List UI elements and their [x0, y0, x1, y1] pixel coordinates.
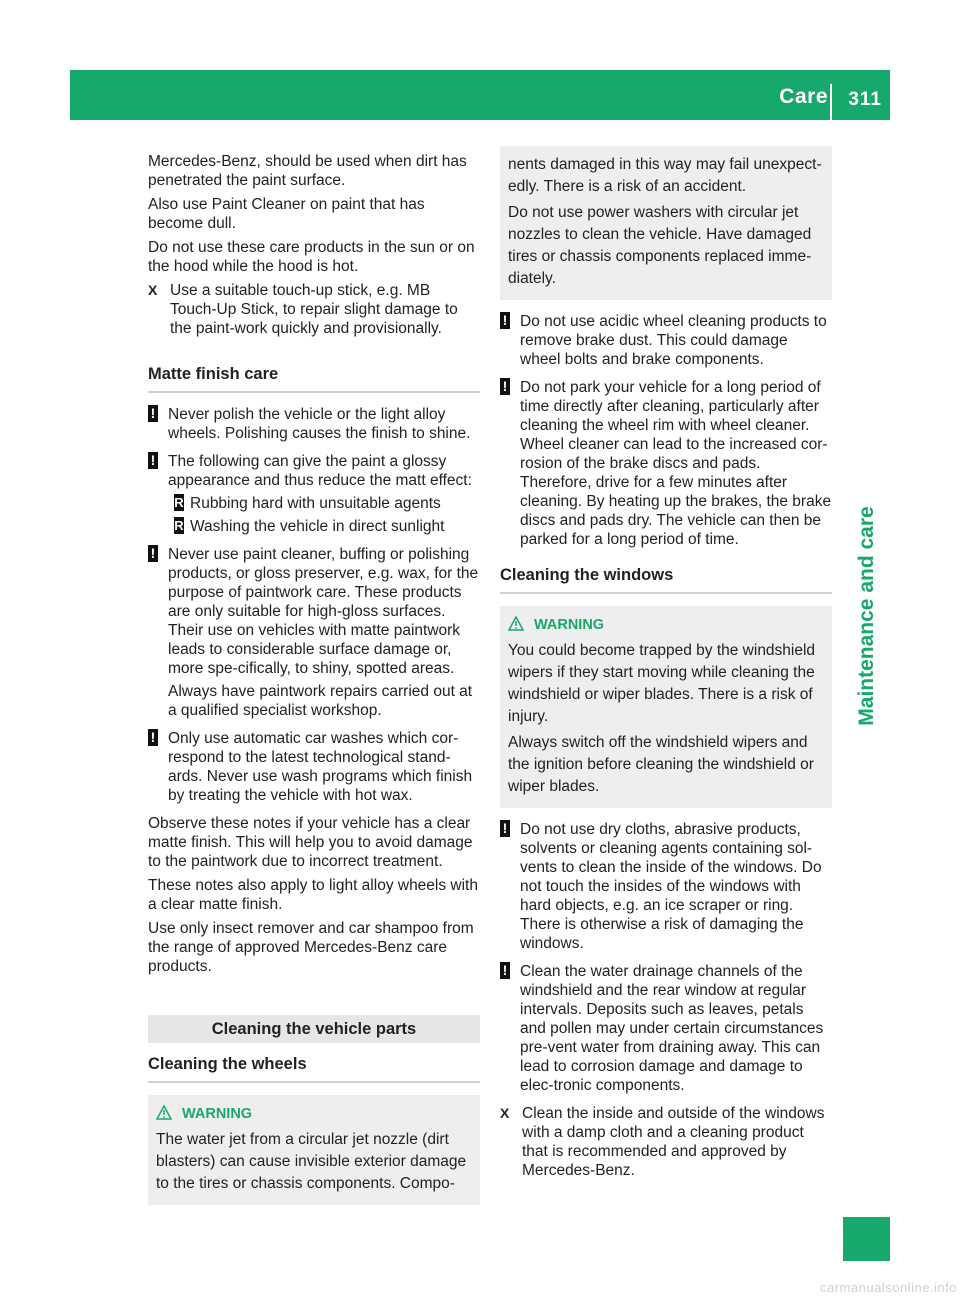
note-text: Clean the water drainage channels of the windshield and the rear window at regular intervals. Deposits such as leaves, petals and pollen may under certain circumstances pre-vent water from draining away. This can lead to corrosion damage and damage to elec-tronic components. [520, 963, 824, 1094]
heading-rule [148, 391, 480, 393]
warning-triangle-icon [508, 616, 524, 638]
bullet-icon: R [174, 495, 184, 510]
exclamation-icon: ! [148, 405, 158, 422]
header-bar [70, 70, 890, 120]
exclamation-icon: ! [500, 962, 510, 979]
action-marker-icon: X [148, 282, 158, 298]
warning-title-text: WARNING [182, 1106, 253, 1122]
note-text: Do not park your vehicle for a long period of time directly after cleaning, particularly after cleaning the wheel rim with wheel cleaner. Wheel cleaner can lead to the increased cor-rosion of the brake discs and pads. Therefore, drive for a few minutes after cleaning. By heating up the brakes, the brake discs and pads dry. The vehicle can then be parked for a long period of time. [520, 379, 832, 548]
note-text: Do not use acidic wheel cleaning products to remove brake dust. This could damage wheel bolts and brake components. [520, 313, 827, 368]
watermark: carmanualsonline.info [820, 1280, 957, 1295]
action-step [148, 281, 480, 338]
exclamation-icon: ! [500, 378, 510, 395]
heading-matte-finish: Matte finish care [148, 365, 279, 383]
paragraph: These notes also apply to light alloy wheels with a clear matte finish. [148, 877, 478, 913]
exclamation-icon: ! [500, 820, 510, 837]
paragraph: Mercedes-Benz, should be used when dirt has penetrated the paint surface. [148, 153, 467, 189]
warning-text: The water jet from a circular jet nozzle (dirt blasters) can cause invisible exterior damage to the tires or chassis components. Compo- [156, 1131, 467, 1192]
action-step [500, 1104, 832, 1180]
header-divider [830, 84, 832, 120]
exclamation-icon: ! [148, 452, 158, 469]
right-column [500, 152, 832, 1185]
section-title: Cleaning the vehicle parts [148, 1015, 480, 1043]
list-item [168, 494, 480, 513]
warning-text: You could become trapped by the windshield wipers if they start moving while cleaning the windshield or wiper blades. There is a risk of injury. [508, 642, 816, 725]
note [148, 405, 480, 443]
list-item-text: Washing the vehicle in direct sunlight [190, 518, 445, 535]
warning-text: Do not use power washers with circular jet nozzles to clean the vehicle. Have damaged tires or chassis components replaced imme-diately. [508, 204, 812, 287]
note [148, 545, 480, 720]
paragraph: Also use Paint Cleaner on paint that has become dull. [148, 196, 425, 232]
warning-text: nents damaged in this way may fail unexpect-edly. There is a risk of an accident. [508, 156, 822, 195]
list-item-text: Rubbing hard with unsuitable agents [190, 495, 441, 512]
warning-box-continued [500, 146, 832, 300]
side-tab-marker [843, 1217, 890, 1261]
note [148, 729, 480, 805]
warning-title [508, 614, 824, 638]
note [148, 452, 480, 536]
side-tab-label: Maintenance and care [855, 506, 878, 726]
exclamation-icon: ! [500, 312, 510, 329]
warning-title [156, 1103, 472, 1127]
warning-box [500, 606, 832, 808]
heading-rule [500, 592, 832, 594]
note [500, 378, 832, 549]
warning-text: Always switch off the windshield wipers and the ignition before cleaning the windshield or wiper blades. [508, 734, 814, 795]
note [500, 312, 832, 369]
note-text: Never polish the vehicle or the light alloy wheels. Polishing causes the finish to shine. [168, 406, 471, 442]
note-text: Do not use dry cloths, abrasive products, solvents or cleaning agents containing sol-vents to clean the inside of the windows. Do not touch the insides of the windows with hard objects, e.g. an ice scraper or ring. There is otherwise a risk of damaging the windows. [520, 821, 822, 952]
side-tab [843, 503, 890, 729]
note [500, 962, 832, 1095]
heading-cleaning-wheels: Cleaning the wheels [148, 1055, 307, 1073]
warning-box [148, 1095, 480, 1205]
action-text: Use a suitable touch-up stick, e.g. MB Touch-Up Stick, to repair slight damage to the paint-work quickly and provisionally. [170, 282, 458, 337]
heading-rule [148, 1081, 480, 1083]
paragraph: Do not use these care products in the sun or on the hood while the hood is hot. [148, 239, 475, 275]
warning-title-text: WARNING [534, 617, 605, 633]
header-title: Care [779, 85, 828, 108]
note-text: The following can give the paint a glossy appearance and thus reduce the matt effect: [168, 453, 472, 489]
exclamation-icon: ! [148, 729, 158, 746]
bullet-icon: R [174, 518, 184, 533]
action-marker-icon: X [500, 1105, 510, 1121]
paragraph: Observe these notes if your vehicle has a clear matte finish. This will help you to avoid damage to the paintwork due to incorrect treatment. [148, 815, 473, 870]
list-item [168, 517, 480, 536]
note [500, 820, 832, 953]
paragraph: Use only insect remover and car shampoo from the range of approved Mercedes-Benz care products. [148, 920, 474, 975]
action-text: Clean the inside and outside of the windows with a damp cloth and a cleaning product that is recommended and approved by Mercedes-Benz. [522, 1105, 825, 1179]
left-column [148, 152, 480, 1205]
warning-triangle-icon [156, 1105, 172, 1127]
heading-cleaning-windows: Cleaning the windows [500, 566, 674, 584]
note-text: Only use automatic car washes which cor-respond to the latest technological stand-ards. Never use wash programs which finish by treating the vehicle with hot wax. [168, 730, 473, 804]
note-text: Never use paint cleaner, buffing or polishing products, or gloss preserver, e.g. wax, for the purpose of paintwork care. These products are only suitable for high-gloss surfaces. Their use on vehicles with matte paintwork leads to considerable surface damage or, more spe-cifically, to shiny, spotted areas. [168, 546, 479, 677]
page-number: 311 [848, 89, 882, 110]
note-text: Always have paintwork repairs carried out at a qualified specialist workshop. [168, 683, 473, 719]
exclamation-icon: ! [148, 545, 158, 562]
